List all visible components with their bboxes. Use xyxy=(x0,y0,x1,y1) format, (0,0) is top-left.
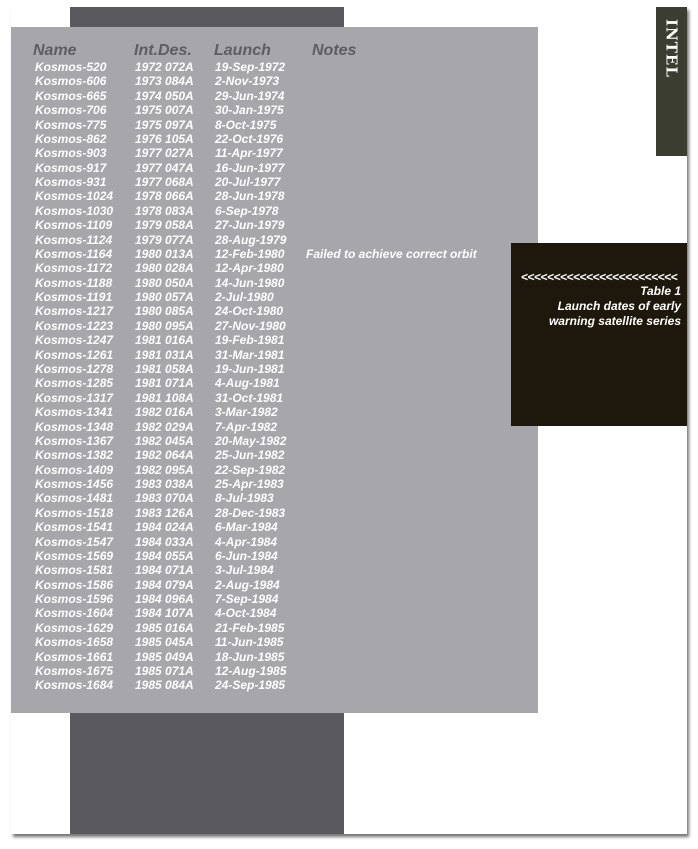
cell-name: Kosmos-1382 xyxy=(35,448,114,463)
caption-text xyxy=(549,284,681,329)
cell-intdes: 1975 097A xyxy=(135,117,194,132)
table-row xyxy=(11,448,538,462)
table-row xyxy=(11,74,538,88)
cell-name: Kosmos-1030 xyxy=(35,203,114,218)
table-row xyxy=(11,391,538,405)
cell-launch: 19-Jun-1981 xyxy=(215,361,285,376)
table-row xyxy=(11,233,538,247)
cell-launch: 28-Jun-1978 xyxy=(215,189,285,204)
table-caption-box xyxy=(511,243,687,426)
caption-line-2: Launch dates of early xyxy=(557,299,681,313)
table-row xyxy=(11,348,538,362)
table-row xyxy=(11,635,538,649)
cell-intdes: 1985 071A xyxy=(135,663,194,678)
cell-launch: 6-Mar-1984 xyxy=(215,520,278,535)
cell-name: Kosmos-1109 xyxy=(35,218,113,233)
cell-launch: 25-Jun-1982 xyxy=(215,448,285,463)
cell-name: Kosmos-1604 xyxy=(35,606,114,621)
table-row xyxy=(11,491,538,505)
cell-intdes: 1985 016A xyxy=(135,620,194,635)
header-name: Name xyxy=(33,42,77,59)
table-row xyxy=(11,520,538,534)
cell-name: Kosmos-1541 xyxy=(35,520,114,535)
cell-launch: 4-Oct-1984 xyxy=(215,606,277,621)
cell-name: Kosmos-606 xyxy=(35,74,107,89)
cell-launch: 7-Sep-1984 xyxy=(215,592,279,607)
cell-name: Kosmos-862 xyxy=(35,131,107,146)
table-row xyxy=(11,420,538,434)
document-page xyxy=(11,7,687,834)
table-row xyxy=(11,563,538,577)
cell-name: Kosmos-1547 xyxy=(35,534,114,549)
cell-launch: 8-Oct-1975 xyxy=(215,117,277,132)
cell-name: Kosmos-1367 xyxy=(35,433,114,448)
cell-intdes: 1985 049A xyxy=(135,649,194,664)
cell-launch: 29-Jun-1974 xyxy=(215,88,285,103)
cell-intdes: 1981 016A xyxy=(135,333,194,348)
cell-name: Kosmos-1596 xyxy=(35,592,114,607)
table-row xyxy=(11,132,538,146)
cell-intdes: 1984 033A xyxy=(135,534,194,549)
cell-launch: 19-Feb-1981 xyxy=(215,333,285,348)
table-row xyxy=(11,535,538,549)
cell-intdes: 1979 058A xyxy=(135,218,194,233)
cell-launch: 11-Jun-1985 xyxy=(215,635,284,650)
table-row xyxy=(11,477,538,491)
table-row xyxy=(11,434,538,448)
table-row xyxy=(11,549,538,563)
cell-intdes: 1977 047A xyxy=(135,160,194,175)
table-row xyxy=(11,175,538,189)
header-launch: Launch xyxy=(214,42,271,59)
cell-name: Kosmos-1684 xyxy=(35,678,114,693)
cell-launch: 6-Sep-1978 xyxy=(215,203,279,218)
cell-launch: 12-Aug-1985 xyxy=(215,663,287,678)
cell-intdes: 1982 045A xyxy=(135,433,194,448)
cell-intdes: 1982 095A xyxy=(135,462,194,477)
cell-name: Kosmos-1348 xyxy=(35,419,114,434)
cell-name: Kosmos-1569 xyxy=(35,548,114,563)
cell-launch: 4-Aug-1981 xyxy=(215,376,280,391)
cell-intdes: 1985 084A xyxy=(135,678,194,693)
cell-name: Kosmos-1278 xyxy=(35,361,114,376)
table-row xyxy=(11,664,538,678)
table-row xyxy=(11,204,538,218)
cell-launch: 12-Apr-1980 xyxy=(215,261,284,276)
cell-name: Kosmos-1217 xyxy=(35,304,114,319)
cell-intdes: 1981 071A xyxy=(135,376,194,391)
cell-intdes: 1981 108A xyxy=(135,390,194,405)
cell-intdes: 1977 068A xyxy=(135,175,194,190)
cell-intdes: 1977 027A xyxy=(135,146,194,161)
cell-launch: 31-Oct-1981 xyxy=(215,390,284,405)
cell-launch: 31-Mar-1981 xyxy=(215,347,285,362)
cell-launch: 18-Jun-1985 xyxy=(215,649,285,664)
cell-launch: 21-Feb-1985 xyxy=(215,620,285,635)
cell-intdes: 1984 055A xyxy=(135,548,194,563)
cell-intdes: 1980 013A xyxy=(135,246,194,261)
cell-name: Kosmos-520 xyxy=(35,60,107,74)
cell-intdes: 1982 029A xyxy=(135,419,194,434)
cell-name: Kosmos-1024 xyxy=(35,189,114,204)
cell-launch: 22-Oct-1976 xyxy=(215,131,284,146)
cell-launch: 2-Aug-1984 xyxy=(215,577,280,592)
caption-line-1: Table 1 xyxy=(640,284,681,298)
cell-launch: 20-May-1982 xyxy=(215,433,287,448)
header-notes: Notes xyxy=(312,42,357,59)
table-row xyxy=(11,376,538,390)
cell-launch: 6-Jun-1984 xyxy=(215,548,278,563)
cell-intdes: 1984 024A xyxy=(135,520,194,535)
cell-launch: 2-Jul-1980 xyxy=(215,290,274,305)
cell-notes: Failed to achieve correct orbit xyxy=(306,246,477,261)
table-row xyxy=(11,362,538,376)
cell-name: Kosmos-1172 xyxy=(35,261,113,276)
cell-launch: 4-Apr-1984 xyxy=(215,534,278,549)
cell-name: Kosmos-931 xyxy=(35,175,107,190)
cell-launch: 28-Dec-1983 xyxy=(215,505,286,520)
cell-launch: 19-Sep-1972 xyxy=(215,60,286,74)
cell-intdes: 1983 038A xyxy=(135,477,194,492)
cell-launch: 11-Apr-1977 xyxy=(215,146,283,161)
cell-name: Kosmos-706 xyxy=(35,103,107,118)
cell-intdes: 1978 083A xyxy=(135,203,194,218)
cell-name: Kosmos-775 xyxy=(35,117,107,132)
cell-launch: 30-Jan-1975 xyxy=(215,103,284,118)
table-row xyxy=(11,678,538,692)
table-row xyxy=(11,319,538,333)
cell-name: Kosmos-1481 xyxy=(35,491,114,506)
cell-launch: 22-Sep-1982 xyxy=(215,462,286,477)
caption-line-3: warning satellite series xyxy=(548,314,681,328)
table-row xyxy=(11,189,538,203)
table-row xyxy=(11,218,538,232)
table-row xyxy=(11,650,538,664)
table-row xyxy=(11,103,538,117)
cell-intdes: 1974 050A xyxy=(135,88,194,103)
cell-intdes: 1980 095A xyxy=(135,318,194,333)
table-row xyxy=(11,118,538,132)
cell-intdes: 1980 057A xyxy=(135,290,194,305)
cell-launch: 8-Jul-1983 xyxy=(215,491,274,506)
cell-name: Kosmos-1456 xyxy=(35,477,114,492)
intel-label: INTEL xyxy=(662,19,681,78)
top-decorative-stripe xyxy=(70,7,344,27)
table-row xyxy=(11,276,538,290)
cell-launch: 16-Jun-1977 xyxy=(215,160,285,175)
table-row xyxy=(11,290,538,304)
cell-name: Kosmos-1629 xyxy=(35,620,114,635)
cell-name: Kosmos-665 xyxy=(35,88,107,103)
cell-name: Kosmos-1658 xyxy=(35,635,114,650)
header-intdes: Int.Des. xyxy=(134,42,192,59)
bottom-decorative-stripe xyxy=(70,713,344,834)
cell-intdes: 1984 107A xyxy=(135,606,194,621)
cell-name: Kosmos-1247 xyxy=(35,333,114,348)
cell-intdes: 1981 031A xyxy=(135,347,194,362)
cell-name: Kosmos-1675 xyxy=(35,663,114,678)
cell-name: Kosmos-1341 xyxy=(35,405,114,420)
cell-name: Kosmos-1191 xyxy=(35,290,113,305)
cell-launch: 24-Sep-1985 xyxy=(215,678,286,693)
table-row xyxy=(11,247,538,261)
cell-launch: 2-Nov-1973 xyxy=(215,74,280,89)
cell-intdes: 1973 084A xyxy=(135,74,194,89)
cell-intdes: 1983 070A xyxy=(135,491,194,506)
table-row xyxy=(11,89,538,103)
cell-launch: 20-Jul-1977 xyxy=(215,175,281,190)
cell-name: Kosmos-1124 xyxy=(35,232,113,247)
cell-intdes: 1984 071A xyxy=(135,563,194,578)
cell-name: Kosmos-903 xyxy=(35,146,107,161)
table-row xyxy=(11,592,538,606)
cell-name: Kosmos-1518 xyxy=(35,505,114,520)
cell-intdes: 1980 028A xyxy=(135,261,194,276)
cell-launch: 14-Jun-1980 xyxy=(215,275,285,290)
cell-launch: 7-Apr-1982 xyxy=(215,419,278,434)
intel-side-tab xyxy=(656,7,687,156)
cell-launch: 12-Feb-1980 xyxy=(215,246,285,261)
cell-intdes: 1982 016A xyxy=(135,405,194,420)
cell-name: Kosmos-1223 xyxy=(35,318,114,333)
cell-launch: 27-Nov-1980 xyxy=(215,318,286,333)
cell-intdes: 1983 126A xyxy=(135,505,194,520)
cell-name: Kosmos-1586 xyxy=(35,577,114,592)
table-row xyxy=(11,606,538,620)
cell-name: Kosmos-1261 xyxy=(35,347,114,362)
cell-launch: 27-Jun-1979 xyxy=(215,218,285,233)
cell-launch: 3-Mar-1982 xyxy=(215,405,278,420)
table-row xyxy=(11,405,538,419)
table-row xyxy=(11,60,538,74)
cell-launch: 25-Apr-1983 xyxy=(215,477,284,492)
cell-name: Kosmos-1661 xyxy=(35,649,114,664)
table-row xyxy=(11,146,538,160)
cell-intdes: 1984 079A xyxy=(135,577,194,592)
table-row xyxy=(11,261,538,275)
cell-intdes: 1984 096A xyxy=(135,592,194,607)
cell-intdes: 1976 105A xyxy=(135,131,194,146)
cell-intdes: 1975 007A xyxy=(135,103,194,118)
table-row xyxy=(11,161,538,175)
cell-name: Kosmos-1409 xyxy=(35,462,114,477)
caption-arrows: <<<<<<<<<<<<<<<<<<<<<<<< xyxy=(520,270,678,284)
table-row xyxy=(11,463,538,477)
cell-intdes: 1978 066A xyxy=(135,189,194,204)
cell-intdes: 1981 058A xyxy=(135,361,194,376)
table-row xyxy=(11,578,538,592)
table-row xyxy=(11,506,538,520)
cell-name: Kosmos-1188 xyxy=(35,275,113,290)
cell-launch: 3-Jul-1984 xyxy=(215,563,274,578)
cell-intdes: 1982 064A xyxy=(135,448,194,463)
cell-intdes: 1979 077A xyxy=(135,232,194,247)
cell-name: Kosmos-1317 xyxy=(35,390,114,405)
cell-intdes: 1985 045A xyxy=(135,635,194,650)
cell-launch: 24-Oct-1980 xyxy=(215,304,284,319)
cell-name: Kosmos-1285 xyxy=(35,376,114,391)
table-row xyxy=(11,304,538,318)
cell-name: Kosmos-1164 xyxy=(35,246,113,261)
cell-name: Kosmos-917 xyxy=(35,160,107,175)
table-row xyxy=(11,621,538,635)
cell-intdes: 1972 072A xyxy=(135,60,194,74)
cell-intdes: 1980 050A xyxy=(135,275,194,290)
table-row xyxy=(11,333,538,347)
cell-name: Kosmos-1581 xyxy=(35,563,114,578)
cell-launch: 28-Aug-1979 xyxy=(215,232,287,247)
cell-intdes: 1980 085A xyxy=(135,304,194,319)
